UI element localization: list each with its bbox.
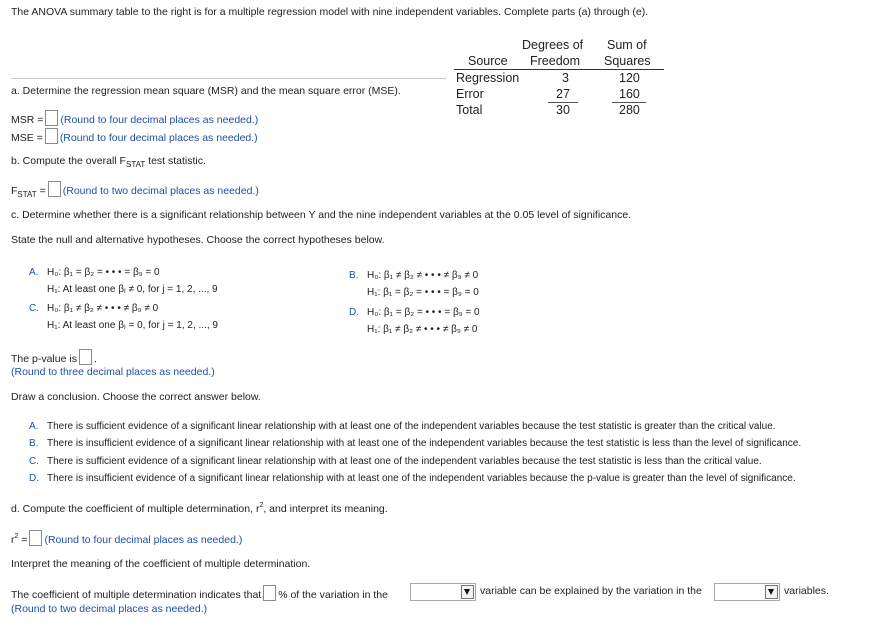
dependent-variable-dropdown[interactable]	[410, 583, 476, 601]
mse-hint: (Round to four decimal places as needed.)	[59, 132, 258, 144]
r2-input[interactable]	[29, 530, 42, 546]
option-letter: C.	[29, 456, 39, 467]
option-text: There is sufficient evidence of a significant linear relationship with at least one of the independent variables because the test statistic is less than the critical value.	[47, 456, 762, 467]
fstat-hint: (Round to two decimal places as needed.)	[62, 185, 259, 197]
anova-header-df-line2: Freedom	[530, 54, 581, 68]
msr-label: MSR =	[11, 114, 44, 126]
pvalue-input[interactable]	[79, 349, 92, 365]
part-d-question: d. Compute the coefficient of multiple determination, $r^2$, and interpret its meaning.	[11, 502, 388, 515]
intro-text: The ANOVA summary table to the right is for a multiple regression model with nine independent variables. Complete parts (a) through (e).	[11, 6, 649, 18]
percent-input[interactable]	[263, 585, 276, 601]
anova-header-source: Source	[468, 54, 508, 68]
chevron-down-icon	[461, 585, 474, 599]
r2-row: $r^2$ = (Round to four decimal places as needed.)	[11, 530, 242, 546]
option-letter: A.	[29, 267, 39, 278]
option-letter: A.	[29, 421, 39, 432]
fstat-input[interactable]	[48, 181, 61, 197]
option-h0: H₀: β₁ = β₂ = • • • = β₉ = 0	[367, 307, 480, 318]
anova-row-ss: 120	[619, 71, 640, 85]
msr-hint: (Round to four decimal places as needed.)	[60, 114, 259, 126]
msr-input[interactable]	[45, 110, 58, 126]
anova-row-df: 30	[556, 103, 570, 117]
pvalue-label: The p-value is	[11, 353, 77, 365]
option-text: There is sufficient evidence of a significant linear relationship with at least one of the independent variables because the test statistic is greater than the critical value.	[47, 421, 776, 432]
msr-row	[11, 110, 258, 126]
anova-row-ss: 280	[619, 103, 640, 117]
mse-row	[11, 128, 258, 144]
mse-label: MSE =	[11, 132, 43, 144]
pvalue-hint: (Round to three decimal places as needed.)	[11, 366, 215, 378]
option-letter: B.	[29, 438, 39, 449]
interpret-sentence-middle: variable can be explained by the variation in the	[480, 585, 702, 597]
anova-row-df: 27	[556, 87, 570, 101]
part-b-question: b. Compute the overall $F_{STAT}$ test statistic.	[11, 155, 206, 169]
anova-header-df-line1: Degrees of	[522, 38, 584, 52]
section-divider	[11, 78, 446, 79]
option-h1: H₁: At least one βⱼ = 0, for j = 1, 2, ..., 9	[47, 320, 218, 331]
anova-header-ss-line2: Squares	[604, 54, 651, 68]
anova-row-source: Total	[456, 103, 483, 117]
fstat-row: $F_{STAT}$ = (Round to two decimal places as needed.)	[11, 181, 259, 199]
option-h1: H₁: β₁ = β₂ = • • • = β₉ = 0	[367, 287, 479, 298]
part-a-question: a. Determine the regression mean square (MSR) and the mean square error (MSE).	[11, 85, 401, 97]
anova-header-rule	[454, 69, 664, 70]
interpret-sentence-start: The coefficient of multiple determination indicates that % of the variation in the	[11, 585, 388, 601]
conclusion-prompt: Draw a conclusion. Choose the correct answer below.	[11, 391, 261, 403]
anova-row-df: 3	[562, 71, 569, 85]
hypotheses-prompt: State the null and alternative hypotheses. Choose the correct hypotheses below.	[11, 234, 385, 246]
option-h1: H₁: β₁ ≠ β₂ ≠ • • • ≠ β₉ ≠ 0	[367, 324, 478, 335]
chevron-down-icon	[765, 585, 778, 599]
option-text: There is insufficient evidence of a significant linear relationship with at least one of the independent variables because the p-value is greater than the level of significance.	[47, 473, 796, 484]
interpret-hint: (Round to two decimal places as needed.)	[11, 603, 208, 615]
anova-row-ss: 160	[619, 87, 640, 101]
anova-header-ss-line1: Sum of	[607, 38, 647, 52]
anova-row-source: Regression	[456, 71, 520, 85]
option-h0: H₀: β₁ ≠ β₂ ≠ • • • ≠ β₉ ≠ 0	[367, 270, 479, 281]
option-h0: H₀: β₁ ≠ β₂ ≠ • • • ≠ β₉ ≠ 0	[47, 303, 159, 314]
mse-input[interactable]	[45, 128, 58, 144]
interpret-sentence-end: variables.	[784, 585, 829, 597]
option-letter: D.	[29, 473, 39, 484]
option-letter: D.	[349, 307, 359, 318]
interpret-prompt: Interpret the meaning of the coefficient of multiple determination.	[11, 558, 311, 570]
option-letter: C.	[29, 303, 39, 314]
r2-hint: (Round to four decimal places as needed.)	[44, 534, 243, 546]
option-text: There is insufficient evidence of a significant linear relationship with at least one of the independent variables because the test statistic is less than the level of significance.	[47, 438, 802, 449]
pvalue-row: The p-value is .	[11, 349, 97, 365]
anova-row-source: Error	[456, 87, 484, 101]
option-h0: H₀: β₁ = β₂ = • • • = β₉ = 0	[47, 267, 160, 278]
part-c-question: c. Determine whether there is a significant relationship between Y and the nine independent variables at the 0.05 level of significance.	[11, 209, 632, 221]
option-letter: B.	[349, 270, 359, 281]
independent-variable-dropdown[interactable]	[714, 583, 780, 601]
option-h1: H₁: At least one βⱼ ≠ 0, for j = 1, 2, ..., 9	[47, 284, 218, 295]
